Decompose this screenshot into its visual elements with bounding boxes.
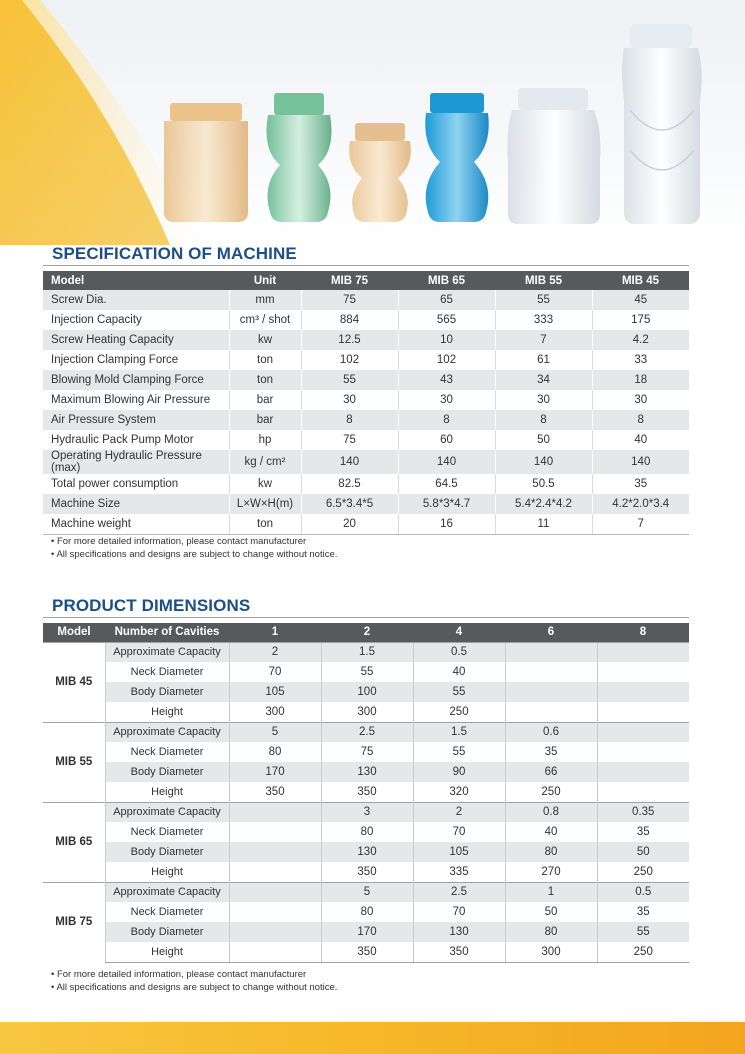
dims-row-label: Height — [105, 702, 229, 722]
dims-row — [43, 942, 689, 962]
spec-value: 140 — [398, 450, 495, 474]
spec-value: 35 — [592, 474, 689, 494]
spec-value: 43 — [398, 370, 495, 390]
dims-value — [229, 942, 321, 962]
spec-notes — [51, 535, 337, 561]
spec-title: SPECIFICATION OF MACHINE — [52, 244, 297, 263]
dims-header-c4: 4 — [413, 623, 505, 642]
dims-row — [43, 822, 689, 842]
blue-bottle — [425, 93, 488, 222]
dims-value: 50 — [597, 842, 689, 862]
spec-value: 33 — [592, 350, 689, 370]
dims-value: 0.8 — [505, 802, 597, 822]
dims-value: 170 — [321, 922, 413, 942]
dims-row — [43, 862, 689, 882]
dims-row — [43, 802, 689, 822]
dims-row — [43, 882, 689, 902]
dims-note: • All specifications and designs are subject to change without notice. — [51, 982, 338, 993]
spec-value: 64.5 — [398, 474, 495, 494]
dims-row-label: Approximate Capacity — [105, 882, 229, 902]
dims-header-c1: 1 — [229, 623, 321, 642]
dims-row — [43, 662, 689, 682]
footer-band — [0, 1022, 745, 1054]
spec-value: 333 — [495, 310, 592, 330]
dims-value: 0.6 — [505, 722, 597, 742]
dims-value: 80 — [321, 822, 413, 842]
dims-row — [43, 702, 689, 722]
tall-clear-bottle — [622, 24, 702, 224]
spec-value: 18 — [592, 370, 689, 390]
spec-value: 50.5 — [495, 474, 592, 494]
dims-row-label: Body Diameter — [105, 922, 229, 942]
spec-value: 75 — [301, 290, 398, 310]
dims-value — [229, 862, 321, 882]
dims-value — [505, 662, 597, 682]
spec-value: 16 — [398, 514, 495, 534]
spec-value: 884 — [301, 310, 398, 330]
spec-value: 30 — [592, 390, 689, 410]
dims-value: 0.35 — [597, 802, 689, 822]
dims-value: 1.5 — [413, 722, 505, 742]
dims-value — [505, 642, 597, 662]
dims-value: 75 — [321, 742, 413, 762]
spec-header-mib75: MIB 75 — [301, 271, 398, 290]
spec-value: 140 — [301, 450, 398, 474]
spec-unit: cm³ / shot — [229, 310, 301, 330]
spec-header-model: Model — [43, 271, 229, 290]
spec-value: 40 — [592, 430, 689, 450]
dims-value: 55 — [413, 742, 505, 762]
dims-notes — [51, 968, 337, 994]
dims-value: 270 — [505, 862, 597, 882]
small-amber-bottle — [349, 123, 411, 222]
spec-header-unit: Unit — [229, 271, 301, 290]
dims-value: 300 — [229, 702, 321, 722]
spec-unit: kw — [229, 474, 301, 494]
dims-row — [43, 922, 689, 942]
dims-row-label: Body Diameter — [105, 842, 229, 862]
dims-value: 40 — [505, 822, 597, 842]
spec-header-row — [43, 271, 689, 290]
spec-param-name: Total power consumption — [43, 474, 229, 494]
spec-header-mib65: MIB 65 — [398, 271, 495, 290]
dims-model-cell: MIB 55 — [43, 722, 105, 802]
dims-value — [505, 682, 597, 702]
dims-row-label: Approximate Capacity — [105, 722, 229, 742]
spec-row — [43, 450, 689, 474]
dims-value: 350 — [321, 942, 413, 962]
dims-value — [229, 842, 321, 862]
dims-value: 55 — [597, 922, 689, 942]
dims-value: 5 — [321, 882, 413, 902]
dims-value: 320 — [413, 782, 505, 802]
dims-value: 35 — [597, 822, 689, 842]
spec-unit: hp — [229, 430, 301, 450]
dims-value: 80 — [321, 902, 413, 922]
spec-title-rule — [43, 265, 689, 266]
spec-unit: bar — [229, 390, 301, 410]
dims-row-label: Neck Diameter — [105, 902, 229, 922]
dims-value: 70 — [413, 822, 505, 842]
spec-param-name: Maximum Blowing Air Pressure — [43, 390, 229, 410]
spec-unit: L×W×H(m) — [229, 494, 301, 514]
spec-row — [43, 330, 689, 350]
dims-value: 35 — [597, 902, 689, 922]
dims-row-label: Approximate Capacity — [105, 802, 229, 822]
spec-header-mib55: MIB 55 — [495, 271, 592, 290]
spec-header-mib45: MIB 45 — [592, 271, 689, 290]
spec-value: 55 — [495, 290, 592, 310]
dims-row-label: Height — [105, 862, 229, 882]
spec-row — [43, 514, 689, 534]
dims-row-label: Body Diameter — [105, 682, 229, 702]
dims-value: 350 — [321, 782, 413, 802]
dims-row — [43, 742, 689, 762]
dims-row — [43, 762, 689, 782]
spec-value: 50 — [495, 430, 592, 450]
dims-row-label: Body Diameter — [105, 762, 229, 782]
spec-row — [43, 290, 689, 310]
dims-row-label: Approximate Capacity — [105, 642, 229, 662]
dims-value: 335 — [413, 862, 505, 882]
amber-jar — [164, 103, 248, 222]
spec-value: 75 — [301, 430, 398, 450]
spec-row — [43, 494, 689, 514]
spec-value: 4.2*2.0*3.4 — [592, 494, 689, 514]
dims-value: 40 — [413, 662, 505, 682]
spec-row — [43, 410, 689, 430]
dims-value: 130 — [321, 842, 413, 862]
spec-value: 61 — [495, 350, 592, 370]
dims-value: 250 — [597, 942, 689, 962]
spec-unit: ton — [229, 350, 301, 370]
dims-value — [597, 642, 689, 662]
dims-title: PRODUCT DIMENSIONS — [52, 596, 251, 615]
dims-table — [43, 623, 689, 963]
dims-value: 5 — [229, 722, 321, 742]
spec-value: 30 — [495, 390, 592, 410]
dims-value: 130 — [321, 762, 413, 782]
dims-value — [597, 682, 689, 702]
dims-value: 105 — [413, 842, 505, 862]
spec-row — [43, 350, 689, 370]
spec-param-name: Machine Size — [43, 494, 229, 514]
dims-header-c8: 8 — [597, 623, 689, 642]
dims-value — [229, 922, 321, 942]
bottles-photo — [0, 0, 745, 245]
spec-value: 8 — [592, 410, 689, 430]
dims-value: 80 — [505, 922, 597, 942]
dims-row — [43, 682, 689, 702]
dims-value: 1.5 — [321, 642, 413, 662]
dims-row-label: Neck Diameter — [105, 662, 229, 682]
dims-row-label: Height — [105, 782, 229, 802]
spec-row — [43, 370, 689, 390]
spec-value: 30 — [398, 390, 495, 410]
spec-param-name: Hydraulic Pack Pump Motor — [43, 430, 229, 450]
dims-value — [597, 742, 689, 762]
dims-value: 70 — [413, 902, 505, 922]
dims-value: 50 — [505, 902, 597, 922]
dims-value — [597, 762, 689, 782]
spec-param-name: Air Pressure System — [43, 410, 229, 430]
dims-value: 80 — [505, 842, 597, 862]
spec-value: 8 — [301, 410, 398, 430]
spec-value: 60 — [398, 430, 495, 450]
spec-param-name: Screw Dia. — [43, 290, 229, 310]
spec-unit: bar — [229, 410, 301, 430]
spec-value: 7 — [495, 330, 592, 350]
dims-value: 55 — [321, 662, 413, 682]
spec-param-name: Blowing Mold Clamping Force — [43, 370, 229, 390]
dims-value: 300 — [505, 942, 597, 962]
dims-model-cell: MIB 75 — [43, 882, 105, 962]
spec-value: 34 — [495, 370, 592, 390]
dims-value: 100 — [321, 682, 413, 702]
green-bottle — [267, 93, 332, 222]
dims-value — [597, 702, 689, 722]
spec-value: 5.8*3*4.7 — [398, 494, 495, 514]
spec-value: 5.4*2.4*4.2 — [495, 494, 592, 514]
dims-value — [229, 882, 321, 902]
dims-row — [43, 902, 689, 922]
hero-banner — [0, 0, 745, 245]
spec-param-name: Machine weight — [43, 514, 229, 534]
spec-unit: ton — [229, 514, 301, 534]
spec-value: 65 — [398, 290, 495, 310]
dims-value — [597, 662, 689, 682]
clear-jar — [508, 88, 601, 224]
dims-row — [43, 722, 689, 742]
dims-header-c6: 6 — [505, 623, 597, 642]
dims-value: 0.5 — [413, 642, 505, 662]
dims-value: 66 — [505, 762, 597, 782]
spec-value: 11 — [495, 514, 592, 534]
dims-row — [43, 782, 689, 802]
dims-value: 350 — [413, 942, 505, 962]
dims-value: 0.5 — [597, 882, 689, 902]
spec-value: 102 — [398, 350, 495, 370]
dims-header-cavities: Number of Cavities — [105, 623, 229, 642]
spec-value: 82.5 — [301, 474, 398, 494]
dims-value: 250 — [413, 702, 505, 722]
spec-value: 10 — [398, 330, 495, 350]
dims-row-label: Neck Diameter — [105, 742, 229, 762]
dims-model-cell: MIB 45 — [43, 642, 105, 722]
spec-note: • All specifications and designs are subject to change without notice. — [51, 549, 338, 560]
spec-unit: mm — [229, 290, 301, 310]
dims-row — [43, 642, 689, 662]
spec-value: 20 — [301, 514, 398, 534]
dims-value — [597, 722, 689, 742]
spec-row — [43, 430, 689, 450]
dims-note: • For more detailed information, please contact manufacturer — [51, 969, 307, 980]
dims-value: 300 — [321, 702, 413, 722]
dims-row — [43, 842, 689, 862]
spec-param-name: Injection Clamping Force — [43, 350, 229, 370]
dims-value: 250 — [597, 862, 689, 882]
dims-value: 2.5 — [321, 722, 413, 742]
dims-value — [229, 902, 321, 922]
dims-value — [229, 822, 321, 842]
spec-row — [43, 474, 689, 494]
spec-value: 565 — [398, 310, 495, 330]
dims-value — [597, 782, 689, 802]
dims-value: 130 — [413, 922, 505, 942]
dims-value: 3 — [321, 802, 413, 822]
dims-value: 250 — [505, 782, 597, 802]
spec-value: 55 — [301, 370, 398, 390]
spec-unit: ton — [229, 370, 301, 390]
spec-value: 8 — [495, 410, 592, 430]
spec-value: 8 — [398, 410, 495, 430]
dims-row-label: Neck Diameter — [105, 822, 229, 842]
dims-value: 55 — [413, 682, 505, 702]
dims-value: 2 — [413, 802, 505, 822]
dims-value: 35 — [505, 742, 597, 762]
dims-value: 2 — [229, 642, 321, 662]
dims-value: 80 — [229, 742, 321, 762]
dims-value: 1 — [505, 882, 597, 902]
spec-value: 175 — [592, 310, 689, 330]
spec-value: 7 — [592, 514, 689, 534]
spec-value: 140 — [592, 450, 689, 474]
spec-value: 102 — [301, 350, 398, 370]
dims-header-model: Model — [43, 623, 105, 642]
spec-param-name: Operating Hydraulic Pressure (max) — [43, 450, 229, 474]
dims-value: 105 — [229, 682, 321, 702]
spec-value: 140 — [495, 450, 592, 474]
dims-value: 2.5 — [413, 882, 505, 902]
spec-value: 4.2 — [592, 330, 689, 350]
spec-value: 6.5*3.4*5 — [301, 494, 398, 514]
spec-param-name: Injection Capacity — [43, 310, 229, 330]
dims-value: 350 — [321, 862, 413, 882]
dims-value: 170 — [229, 762, 321, 782]
spec-value: 45 — [592, 290, 689, 310]
dims-model-cell: MIB 65 — [43, 802, 105, 882]
dims-row-label: Height — [105, 942, 229, 962]
dims-value: 350 — [229, 782, 321, 802]
spec-unit: kw — [229, 330, 301, 350]
dims-value: 70 — [229, 662, 321, 682]
spec-row — [43, 310, 689, 330]
dims-header-c2: 2 — [321, 623, 413, 642]
spec-row — [43, 390, 689, 410]
spec-unit: kg / cm² — [229, 450, 301, 474]
dims-title-rule — [43, 617, 689, 618]
dims-header-row — [43, 623, 689, 642]
dims-value — [229, 802, 321, 822]
spec-table — [43, 271, 689, 535]
spec-note: • For more detailed information, please contact manufacturer — [51, 536, 307, 547]
dims-value: 90 — [413, 762, 505, 782]
dims-value — [505, 702, 597, 722]
spec-param-name: Screw Heating Capacity — [43, 330, 229, 350]
spec-value: 30 — [301, 390, 398, 410]
spec-value: 12.5 — [301, 330, 398, 350]
